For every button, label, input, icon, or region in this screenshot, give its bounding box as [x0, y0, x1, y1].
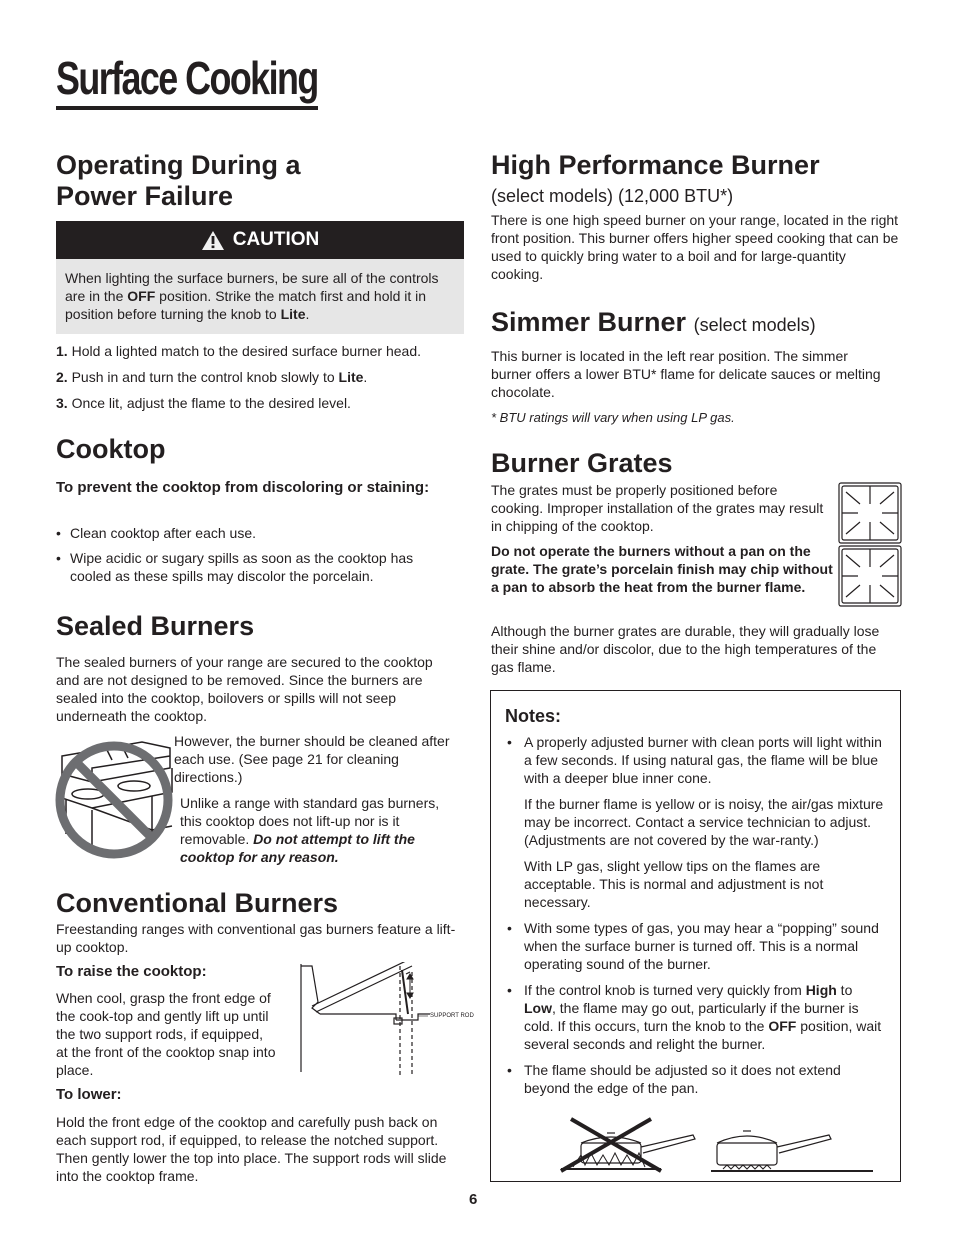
burner-grate-illustration: [838, 482, 902, 608]
cooktop-heading: Cooktop: [56, 434, 166, 464]
step-text: Hold a lighted match to the desired surface burner head.: [67, 343, 422, 359]
power-failure-heading-line2: Power Failure: [56, 181, 234, 211]
note-text: If the burner flame is yellow or is noisy, the air/gas mixture may be incorrect. Contact a service technician to adjust. (Adjustments are not covered by the war-ranty.): [524, 796, 884, 848]
sealed-burners-para1: The sealed burners of your range are secured to the cooktop and are not designed to be removed. Since the burners are sealed into the cooktop, boilovers or spills will not seep underneath the cooktop.: [56, 654, 433, 724]
list-item: • Clean cooktop after each use.: [56, 524, 456, 542]
note-text: If the control knob is turned very quickly from: [524, 982, 806, 998]
sealed-burners-warning: Do not attempt to lift the cooktop for any reason.: [180, 831, 415, 865]
lower-cooktop-text: Hold the front edge of the cooktop and carefully push back on each support rod, if equipped, to release the notched support. Then gently lower the top into place. The support rods will slide into the cooktop frame.: [56, 1114, 447, 1184]
step-number: 2.: [56, 369, 68, 385]
caution-text-part: When lighting the surface burners, be sure all of the controls are in the: [65, 270, 439, 304]
warning-icon: [201, 230, 225, 251]
simmer-burner-heading: [491, 307, 816, 341]
high-performance-heading: High Performance Burner: [491, 150, 820, 180]
step-text: Once lit, adjust the flame to the desired level.: [67, 395, 351, 411]
btu-footnote: * BTU ratings will vary when using LP gas.: [491, 410, 735, 425]
note-high-word: High: [805, 982, 837, 998]
burner-grates-para1: The grates must be properly positioned before cooking. Improper installation of the grates may result in chipping of the cooktop.: [491, 482, 824, 534]
lower-cooktop-heading: To lower:: [56, 1086, 122, 1103]
sealed-burners-para3-text: Unlike a range with standard gas burners, this cooktop does not lift-up nor is it removable.: [180, 795, 440, 847]
caution-lite-word: Lite: [280, 306, 306, 322]
caution-text-part: .: [305, 306, 310, 322]
note-text: position, wait several seconds and relight the burner.: [524, 1018, 882, 1052]
raise-cooktop-text: When cool, grasp the front edge of the cook-top and gently lift up until the two support rods, if equipped, at the front of the cooktop snap into place.: [56, 990, 276, 1078]
step-3: [56, 394, 466, 412]
note-off-word: OFF: [768, 1018, 797, 1034]
step-number: 1.: [56, 343, 68, 359]
list-item: [491, 981, 900, 1053]
bullet: •: [507, 920, 512, 936]
caution-box: [56, 221, 464, 334]
note-text: A properly adjusted burner with clean ports will light within a few seconds. If using natural gas, the flame will be blue with a deeper blue inner cone.: [524, 734, 882, 786]
raise-cooktop-heading: To raise the cooktop:: [56, 963, 207, 980]
notes-box: [490, 690, 901, 1182]
simmer-burner-text: This burner is located in the left rear position. The simmer burner offers a lower BTU* flame for delicate sauces or melting chocolate.: [491, 348, 881, 400]
step-number: 3.: [56, 395, 68, 411]
simmer-burner-title: Simmer Burner: [491, 307, 687, 337]
list-item: [491, 919, 900, 973]
step-2: [56, 368, 466, 386]
support-rod-label: SUPPORT ROD: [430, 1013, 474, 1019]
lighting-steps: [56, 342, 466, 420]
sealed-burners-heading: Sealed Burners: [56, 611, 255, 641]
list-item: • Wipe acidic or sugary spills as soon as the cooktop has cooled as these spills may discolor the porcelain.: [56, 549, 456, 585]
sealed-burners-side-text: [166, 732, 462, 866]
power-failure-heading: [56, 150, 301, 212]
note-low-word: Low: [524, 1000, 552, 1016]
sealed-burners-para3: [166, 794, 462, 866]
page-number: 6: [469, 1191, 478, 1208]
conventional-intro: Freestanding ranges with conventional gas burners feature a lift-up cooktop.: [56, 921, 456, 955]
note-text: , the flame may go out, particularly if the burner is cold. If this occurs, turn the knob to the: [524, 1000, 859, 1034]
high-performance-text: There is one high speed burner on your range, located in the right front position. This burner offers higher speed cooking that can be used to quickly bring water to a boil and for large-quantity cooking.: [491, 212, 899, 282]
caution-label: CAUTION: [232, 229, 320, 250]
bullet: •: [507, 982, 512, 998]
sealed-burners-para2: However, the burner should be cleaned after each use. (See page 21 for cleaning directions.): [174, 733, 450, 785]
step-text: .: [363, 369, 368, 385]
bullet: •: [507, 734, 512, 750]
conventional-burners-heading: Conventional Burners: [56, 888, 339, 918]
note-text: With LP gas, slight yellow tips on the flames are acceptable. This is normal and adjustment is not necessary.: [524, 858, 824, 910]
high-performance-subheading: (select models) (12,000 BTU*): [491, 186, 734, 206]
caution-header: [56, 221, 464, 259]
step-lite-word: Lite: [338, 369, 364, 385]
support-rod-illustration: [300, 962, 482, 1076]
note-text: The flame should be adjusted so it does not extend beyond the edge of the pan.: [524, 1062, 841, 1096]
title-rule: [56, 106, 318, 110]
note-text: With some types of gas, you may hear a “popping” sound when the surface burner is turned off. This is a normal operating sound of the burner.: [524, 920, 879, 972]
step-text: Push in and turn the control knob slowly to: [67, 369, 339, 385]
list-item: [491, 733, 900, 787]
flame-pan-illustration: [551, 1115, 873, 1177]
caution-off-word: OFF: [127, 288, 156, 304]
caution-text-part: position. Strike the match first and hold it in position before turning the knob to: [65, 288, 427, 322]
caution-text: [56, 259, 464, 334]
notes-heading: Notes:: [505, 706, 562, 726]
step-1: [56, 342, 466, 360]
cooktop-subheading: To prevent the cooktop from discoloring or staining:: [56, 479, 430, 496]
bullet: •: [507, 1062, 512, 1078]
cooktop-bullets: [56, 524, 456, 585]
power-failure-heading-line1: Operating During a: [56, 150, 301, 180]
burner-grates-para2: Although the burner grates are durable, they will gradually lose their shine and/or discolor, due to the high temperatures of the gas flame.: [491, 623, 880, 675]
simmer-burner-subheading: (select models): [693, 315, 816, 335]
list-item: [491, 1061, 900, 1097]
burner-grates-heading: Burner Grates: [491, 448, 673, 478]
burner-grates-warning: Do not operate the burners without a pan on the grate. The grate’s porcelain finish may chip without a pan to absorb the heat from the burner flame.: [491, 543, 833, 595]
no-lift-cooktop-illustration: [52, 738, 178, 862]
note-text: to: [836, 982, 853, 998]
page-title: Surface Cooking: [56, 52, 318, 104]
